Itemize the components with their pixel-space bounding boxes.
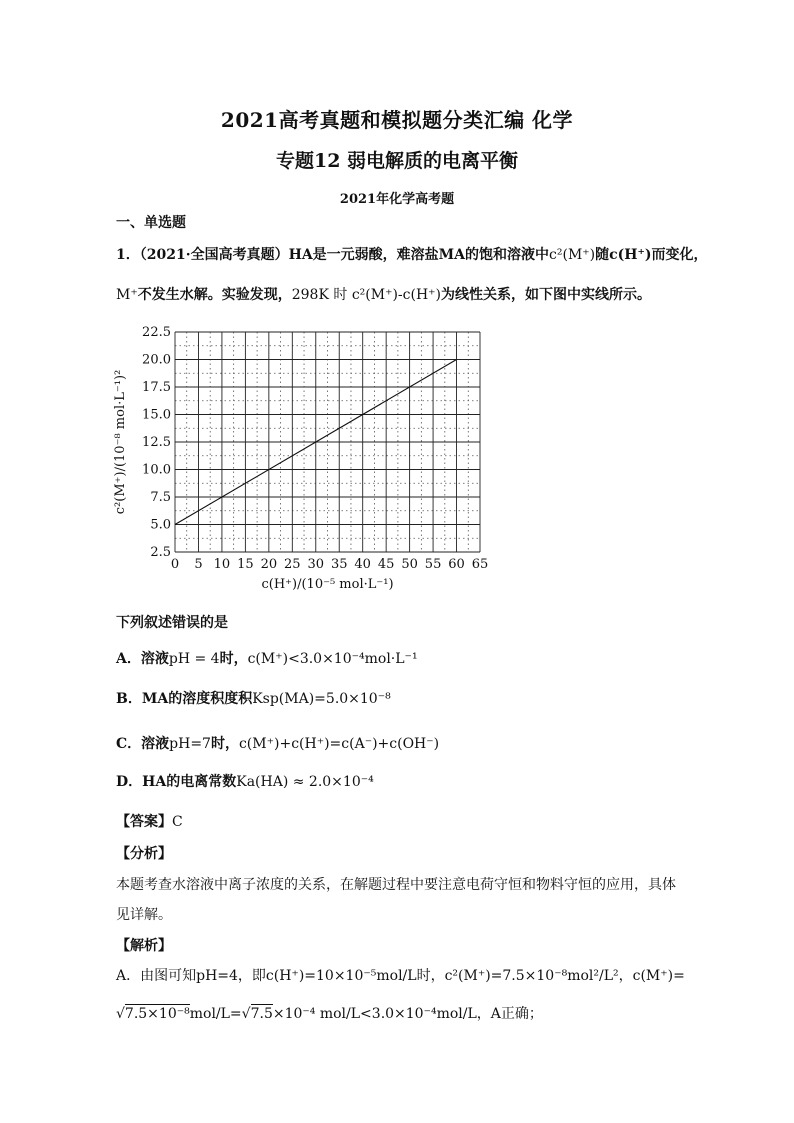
answer-line (116, 811, 183, 831)
y-tick-label: 17.5 (142, 380, 171, 395)
x-tick-labels (171, 557, 488, 572)
explanation-label: 【解析】 (116, 938, 172, 954)
sqrt-sign-1: √ (116, 1006, 125, 1022)
x-tick-label: 45 (377, 557, 395, 572)
x-tick-label: 0 (170, 557, 180, 572)
question-stem-text2: 随c(H⁺)而变化， (595, 247, 708, 263)
y-tick-label: 22.5 (142, 325, 171, 340)
x-tick-label: 65 (471, 557, 489, 572)
answer-value: C (172, 814, 183, 830)
x-tick-label: 40 (354, 557, 371, 572)
option-a-ph: pH = 4 (168, 651, 220, 667)
sqrt-radicand-1: 7.5×10⁻⁸ (124, 1006, 190, 1022)
stem-ion: M⁺ (116, 287, 138, 303)
x-tick-label: 55 (424, 557, 442, 572)
year-section-heading: 2021年化学高考题 (339, 192, 455, 207)
option-a-label: A．溶液 (116, 651, 169, 667)
x-tick-label: 15 (237, 557, 254, 572)
explanation-mid: mol/L= (189, 1006, 242, 1022)
option-c-text: 时， (210, 736, 239, 752)
option-d (116, 771, 374, 791)
option-a (116, 648, 418, 668)
option-b-expression: Ksp(MA)=5.0×10⁻⁸ (252, 691, 391, 707)
x-axis-label: c(H⁺)/(10⁻⁵ mol·L⁻¹) (261, 577, 394, 592)
question-stem-text: HA是一元弱酸，难溶盐MA的饱和溶液中 (288, 247, 550, 263)
y-tick-label: 10.0 (142, 462, 171, 478)
y-tick-label: 12.5 (142, 435, 171, 450)
analysis-text-line2: 见详解。 (116, 907, 172, 923)
option-d-label: D．HA的电离常数 (116, 774, 237, 790)
answer-label: 【答案】 (116, 814, 172, 830)
question-source: （2021·全国高考真题） (139, 247, 289, 263)
x-tick-label: 50 (401, 557, 418, 572)
x-tick-label: 30 (307, 557, 325, 572)
y-tick-labels (142, 325, 171, 560)
document-title: 2021高考真题和模拟题分类汇编 化学 (220, 108, 574, 132)
sqrt-sign-2: √ (241, 1006, 251, 1022)
linear-relationship-chart (110, 318, 500, 603)
y-tick-label: 7.5 (150, 490, 171, 505)
x-tick-label: 5 (194, 557, 203, 572)
explanation-end: ×10⁻⁴ mol/L<3.0×10⁻⁴mol/L，A正确； (272, 1006, 543, 1022)
option-d-expression: Ka(HA) ≈ 2.0×10⁻⁴ (236, 774, 374, 790)
sqrt-radicand-2: 7.5 (250, 1006, 273, 1022)
y-tick-label: 5.0 (150, 517, 171, 533)
stem-text3: 不发生水解。实验发现， (137, 287, 292, 303)
x-tick-label: 20 (260, 557, 278, 572)
section-heading: 一、单选题 (116, 215, 186, 231)
option-b-label: B．MA的溶度积度积 (116, 691, 253, 707)
question-stem-line2 (116, 284, 651, 304)
y-tick-label: 2.5 (150, 545, 171, 560)
y-axis-label: c²(M⁺)/(10⁻⁸ mol·L⁻¹)² (113, 369, 128, 515)
option-c (116, 733, 439, 753)
x-tick-label: 10 (213, 557, 231, 572)
option-b (116, 688, 391, 708)
explanation-line2 (116, 1003, 543, 1023)
option-a-expression: c(M⁺)<3.0×10⁻⁴mol·L⁻¹ (247, 651, 418, 667)
x-tick-label: 35 (330, 557, 348, 572)
major-grid (175, 332, 480, 552)
option-c-label: C．溶液 (116, 736, 170, 752)
stem-text4: 为线性关系，如下图中实线所示。 (441, 287, 652, 303)
y-tick-label: 15.0 (142, 407, 171, 423)
option-c-ph: pH=7 (169, 736, 211, 752)
question-number: 1． (116, 247, 140, 263)
y-tick-label: 20.0 (142, 352, 171, 368)
option-c-expression: c(M⁺)+c(H⁺)=c(A⁻)+c(OH⁻) (238, 736, 440, 752)
question-stem-line1 (116, 244, 708, 264)
x-tick-label: 60 (448, 557, 465, 572)
x-tick-label: 25 (284, 557, 301, 572)
topic-subtitle: 专题12 弱电解质的电离平衡 (275, 150, 519, 172)
explanation-line1: A．由图可知pH=4，即c(H⁺)=10×10⁻⁵mol/L时，c²(M⁺)=7.5×10⁻⁸mol²/L²，c(M⁺)= (116, 968, 685, 984)
question-prompt: 下列叙述错误的是 (116, 615, 228, 631)
analysis-label: 【分析】 (116, 846, 172, 862)
stem-variable: c²(M⁺) (549, 247, 596, 263)
stem-condition: 298K 时 c²(M⁺)-c(H⁺) (291, 287, 442, 303)
analysis-text-line1: 本题考查水溶液中离子浓度的关系，在解题过程中要注意电荷守恒和物料守恒的应用，具体 (116, 877, 676, 893)
option-a-text: 时， (219, 651, 248, 667)
